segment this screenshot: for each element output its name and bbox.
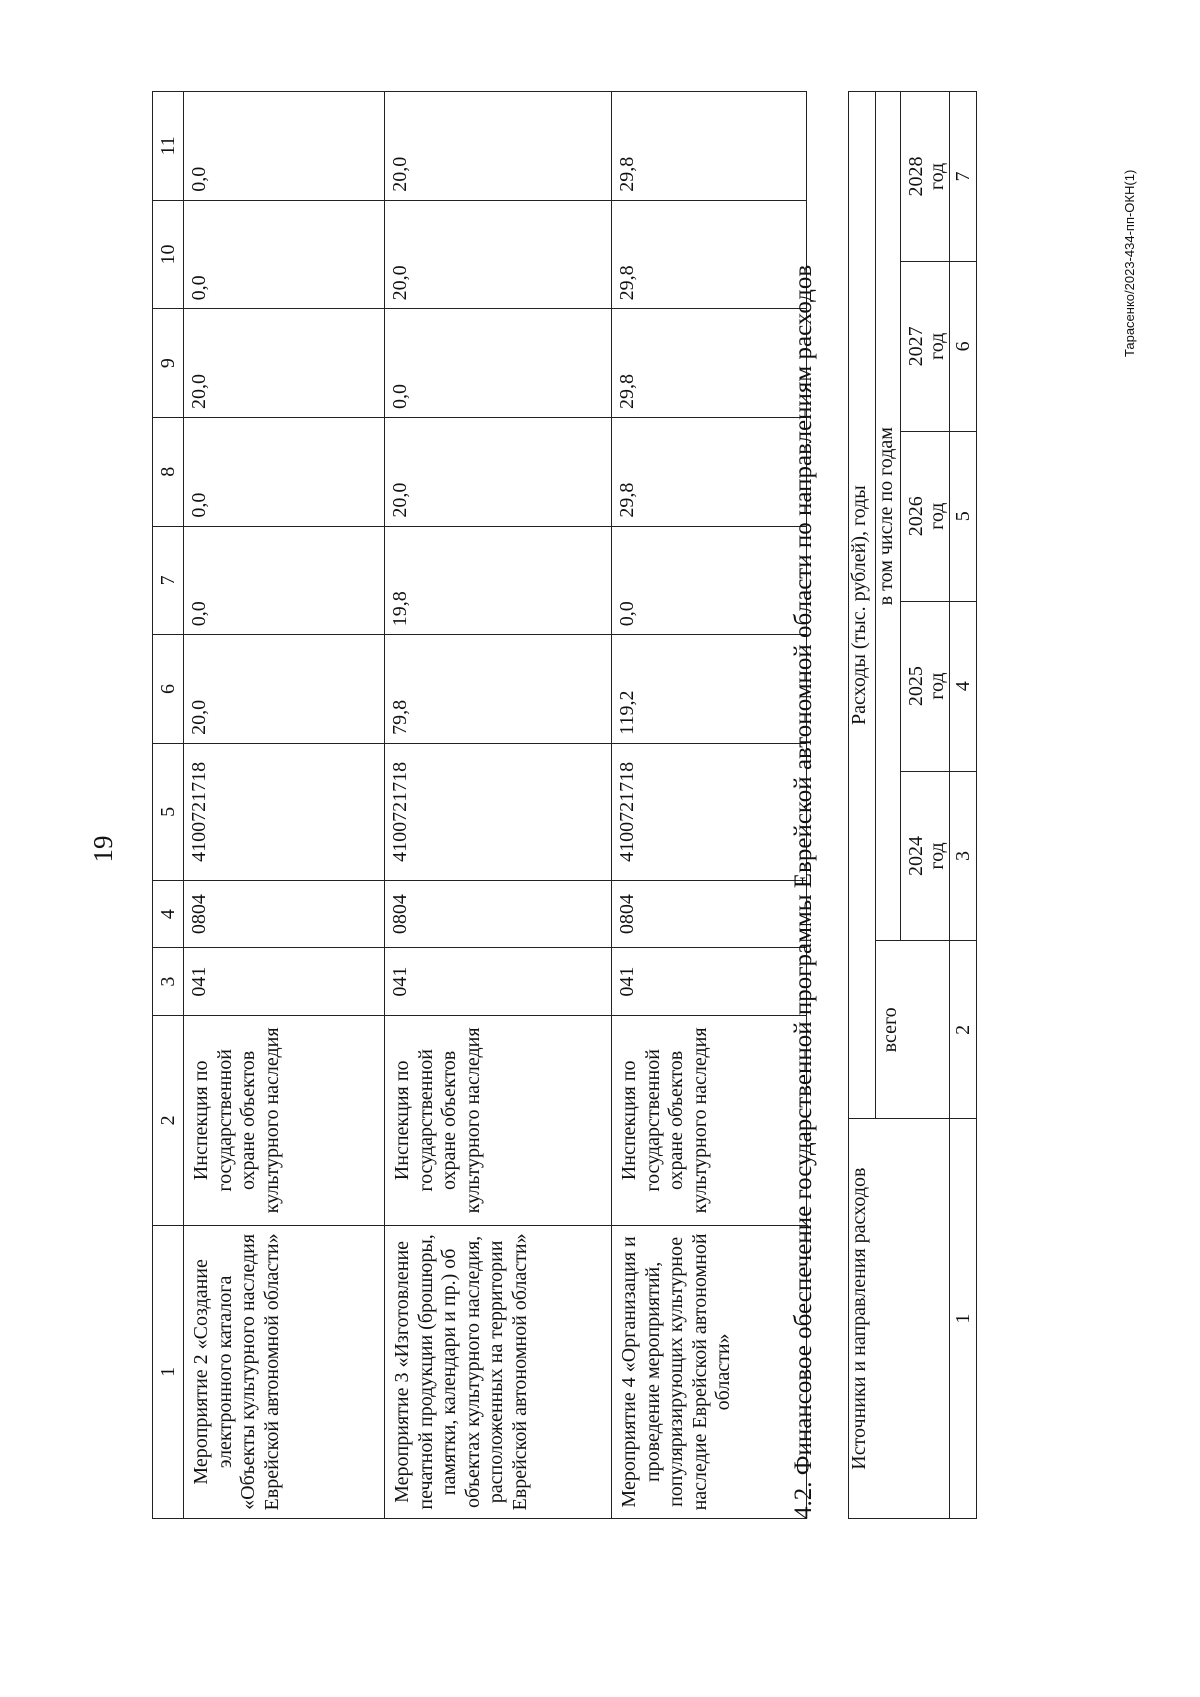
- header-cell: 4: [153, 880, 184, 948]
- page-number: 19: [88, 835, 118, 863]
- table-row: [385, 92, 612, 1519]
- total-header: всего: [876, 941, 950, 1119]
- section-title: 4.2. Финансовое обеспечение государственной программы Еврейской автономной области по направлениям расходов: [790, 264, 817, 1519]
- value-2026: 0,0: [385, 309, 612, 418]
- column-number: 3: [950, 771, 977, 941]
- rzpr-code: 0804: [385, 880, 612, 948]
- grbs-code: 041: [385, 948, 612, 1016]
- header-cell: 3: [153, 948, 184, 1016]
- column-number: 4: [950, 601, 977, 771]
- csr-code: 4100721718: [184, 743, 385, 880]
- value-2028: 20,0: [385, 92, 612, 201]
- value-2026: 20,0: [184, 309, 385, 418]
- year-header: 2028 год: [901, 92, 950, 262]
- activity-name: Мероприятие 3 «Изготовление печатной продукции (брошюры, памятки, календари и пр.) об объектах культурного наследия, расположенных на территории Еврейской автономной области»: [385, 1225, 612, 1518]
- rzpr-code: 0804: [184, 880, 385, 948]
- header-cell: 5: [153, 743, 184, 880]
- value-2027: 0,0: [184, 200, 385, 309]
- header-cell: 1: [153, 1225, 184, 1518]
- header-cell: 8: [153, 417, 184, 526]
- year-header: 2025 год: [901, 601, 950, 771]
- header-cell: 2: [153, 1015, 184, 1225]
- header-cell: 6: [153, 635, 184, 744]
- header-cell: 11: [153, 92, 184, 201]
- value-2024: 0,0: [612, 526, 807, 635]
- year-header: 2024 год: [901, 771, 950, 941]
- value-2028: 0,0: [184, 92, 385, 201]
- value-2024: 0,0: [184, 526, 385, 635]
- grbs-code: 041: [184, 948, 385, 1016]
- csr-code: 4100721718: [385, 743, 612, 880]
- column-number: 5: [950, 431, 977, 601]
- column-number: 1: [950, 1119, 977, 1519]
- expenses-header: Расходы (тыс. рублей), годы: [849, 92, 876, 1119]
- value-2026: 29,8: [612, 309, 807, 418]
- value-2028: 29,8: [612, 92, 807, 201]
- value-2024: 19,8: [385, 526, 612, 635]
- rzpr-code: 0804: [612, 880, 807, 948]
- column-number: 2: [950, 941, 977, 1119]
- value-2025: 29,8: [612, 417, 807, 526]
- table-row: [184, 92, 385, 1519]
- financing-table: [848, 91, 977, 1519]
- total-value: 79,8: [385, 635, 612, 744]
- header-cell: 10: [153, 200, 184, 309]
- activity-name: Мероприятие 2 «Создание электронного каталога «Объекты культурного наследия Еврейской автономной области»: [184, 1225, 385, 1518]
- column-numbers-row: [950, 92, 977, 1519]
- year-header: 2027 год: [901, 261, 950, 431]
- executor: Инспекция по государственной охране объектов культурного наследия: [385, 1015, 612, 1225]
- header-cell: 7: [153, 526, 184, 635]
- document-code: Тарасенко/2023-434-пп-ОКН(1): [1122, 169, 1137, 357]
- value-2025: 20,0: [385, 417, 612, 526]
- header-cell: 9: [153, 309, 184, 418]
- value-2025: 0,0: [184, 417, 385, 526]
- activities-table: [152, 91, 807, 1519]
- value-2027: 20,0: [385, 200, 612, 309]
- executor: Инспекция по государственной охране объектов культурного наследия: [612, 1015, 807, 1225]
- table-row: [612, 92, 807, 1519]
- csr-code: 4100721718: [612, 743, 807, 880]
- total-value: 119,2: [612, 635, 807, 744]
- header-row: [849, 92, 876, 1519]
- year-header: 2026 год: [901, 431, 950, 601]
- grbs-code: 041: [612, 948, 807, 1016]
- column-number: 7: [950, 92, 977, 262]
- activity-name: Мероприятие 4 «Организация и проведение мероприятий, популяризирующих культурное наследие Еврейской автономной области»: [612, 1225, 807, 1518]
- executor: Инспекция по государственной охране объектов культурного наследия: [184, 1015, 385, 1225]
- column-number: 6: [950, 261, 977, 431]
- sources-header: Источники и направления расходов: [849, 1119, 950, 1519]
- by-years-header: в том числе по годам: [876, 92, 901, 941]
- total-value: 20,0: [184, 635, 385, 744]
- value-2027: 29,8: [612, 200, 807, 309]
- header-row: [153, 92, 184, 1519]
